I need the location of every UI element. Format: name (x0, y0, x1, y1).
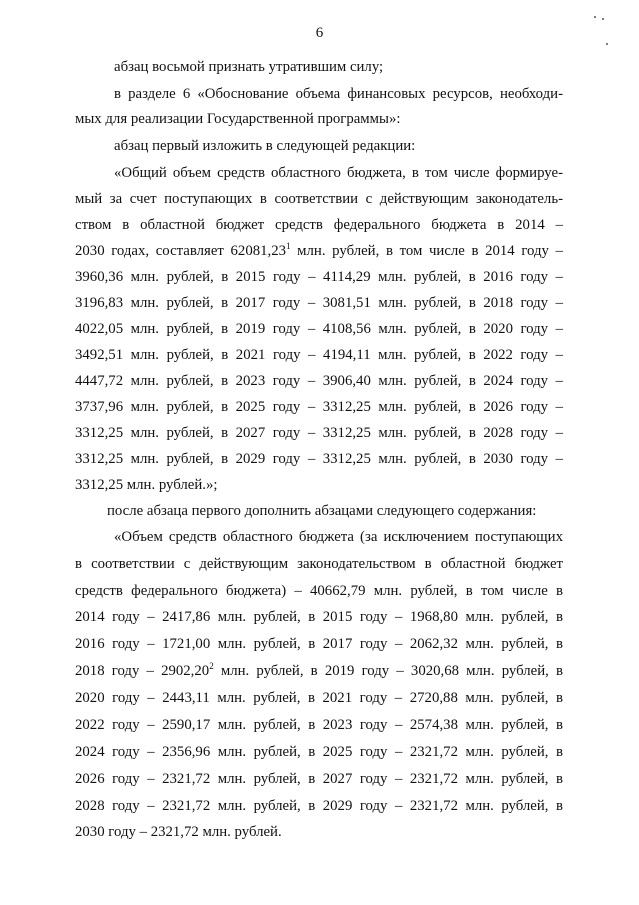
text-line: 2014 году – 2417,86 млн. рублей, в 2015 году – 1968,80 млн. рублей, в (75, 609, 563, 625)
text-line: 2024 году – 2356,96 млн. рублей, в 2025 году – 2321,72 млн. рублей, в (75, 744, 563, 760)
text-run: 2018 году – 2902,20 (75, 663, 210, 679)
text-line: в разделе 6 «Обоснование объема финансовых ресурсов, необходи- (114, 86, 563, 102)
text-line: 3737,96 млн. рублей, в 2025 году – 3312,25 млн. рублей, в 2026 году – (75, 399, 563, 415)
scan-speck (606, 43, 608, 45)
text-line: 2026 году – 2321,72 млн. рублей, в 2027 году – 2321,72 млн. рублей, в (75, 771, 563, 787)
text-line: ством в областной бюджет средств федерального бюджета в 2014 – (75, 217, 563, 233)
text-run: млн. рублей, в том числе в 2014 году – (290, 243, 563, 259)
text-line: 3312,25 млн. рублей, в 2029 году – 3312,25 млн. рублей, в 2030 году – (75, 451, 563, 467)
text-line: 2020 году – 2443,11 млн. рублей, в 2021 году – 2720,88 млн. рублей, в (75, 690, 563, 706)
text-line: 3196,83 млн. рублей, в 2017 году – 3081,51 млн. рублей, в 2018 году – (75, 295, 563, 311)
text-line: 2030 году – 2321,72 млн. рублей. (75, 824, 282, 840)
text-line: мых для реализации Государственной программы»: (75, 111, 401, 127)
text-line: «Общий объем средств областного бюджета, в том числе формируе- (114, 165, 563, 181)
text-line: 3960,36 млн. рублей, в 2015 году – 4114,29 млн. рублей, в 2016 году – (75, 269, 563, 285)
text-run: 2030 годах, составляет 62081,23 (75, 243, 287, 259)
footnote-mark: 2 (209, 661, 214, 671)
page-number: 6 (315, 25, 324, 41)
text-line (75, 662, 563, 680)
text-line: мый за счет поступающих в соответствии с действующим законодатель- (75, 191, 563, 207)
text-run: млн. рублей, в 2019 году – 3020,68 млн. рублей, в (213, 663, 564, 679)
text-line: абзац восьмой признать утратившим силу; (114, 59, 384, 75)
text-line: 4447,72 млн. рублей, в 2023 году – 3906,40 млн. рублей, в 2024 году – (75, 373, 563, 389)
text-line: 2022 году – 2590,17 млн. рублей, в 2023 году – 2574,38 млн. рублей, в (75, 717, 563, 733)
text-line: абзац первый изложить в следующей редакции: (114, 138, 416, 154)
text-line: 2028 году – 2321,72 млн. рублей, в 2029 году – 2321,72 млн. рублей, в (75, 798, 563, 814)
text-line: 4022,05 млн. рублей, в 2019 году – 4108,56 млн. рублей, в 2020 году – (75, 321, 563, 337)
text-line: 3312,25 млн. рублей, в 2027 году – 3312,25 млн. рублей, в 2028 году – (75, 425, 563, 441)
text-line: в соответствии с действующим законодательством в областной бюджет (75, 556, 563, 572)
scan-speck (594, 16, 596, 18)
text-line: 3492,51 млн. рублей, в 2021 году – 4194,11 млн. рублей, в 2022 году – (75, 347, 563, 363)
text-line (75, 242, 563, 260)
text-line: 3312,25 млн. рублей.»; (75, 477, 218, 493)
text-line: после абзаца первого дополнить абзацами следующего содержания: (107, 503, 537, 519)
text-line: 2016 году – 1721,00 млн. рублей, в 2017 году – 2062,32 млн. рублей, в (75, 636, 563, 652)
scan-speck (602, 18, 604, 20)
text-line: «Объем средств областного бюджета (за исключением поступающих (114, 529, 563, 545)
text-line: средств федерального бюджета) – 40662,79 млн. рублей, в том числе в (75, 583, 563, 599)
footnote-mark: 1 (286, 241, 291, 251)
